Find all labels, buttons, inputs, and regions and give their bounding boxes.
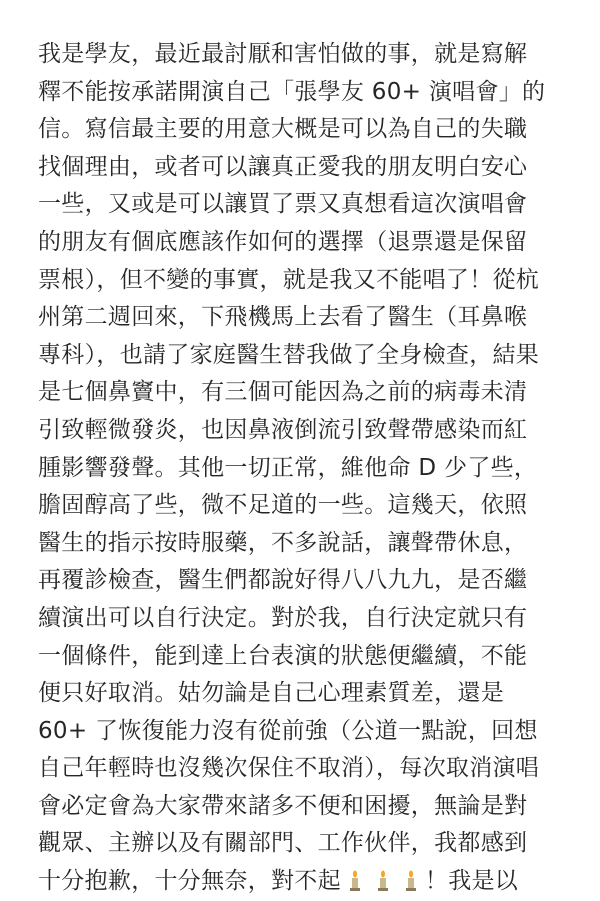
letter-line-23 [38, 863, 578, 901]
letter-line-5: 一些，又或是可以讓買了票又真想看這次演唱會 [38, 191, 528, 218]
letter-line-1: 我是學友，最近最討厭和害怕做的事，就是寫解 [38, 41, 528, 67]
letter-line-23-text-end: ！我是以 [424, 868, 519, 895]
candle-icon [404, 870, 418, 892]
letter-line-20: 自己年輕時也沒幾次保住不取消），每次取消演唱 [38, 755, 540, 782]
letter-line-7: 票根），但不變的事實，就是我又不能唱了！從杭 [38, 266, 540, 293]
letter-line-4: 找個理由，或者可以讓真正愛我的朋友明白安心 [38, 153, 528, 180]
letter-line-22: 觀眾、主辦以及有關部門、工作伙伴，我都感到 [38, 830, 528, 857]
letter-line-8: 州第二週回來，下飛機馬上去看了醫生（耳鼻喉 [38, 304, 528, 331]
letter-line-13: 膽固醇高了些，微不足道的一些。這幾天，依照 [38, 492, 528, 519]
candle-icon [376, 870, 390, 892]
letter-line-12: 腫影響發聲。其他一切正常，維他命 D 少了些， [38, 454, 538, 481]
letter-text [38, 36, 578, 901]
letter-line-15: 再覆診檢查，醫生們都說好得八八九九，是否繼 [38, 567, 528, 594]
candle-icon [348, 870, 362, 892]
letter-line-9: 專科），也請了家庭醫生替我做了全身檢查，結果 [38, 341, 540, 368]
letter-line-10: 是七個鼻竇中，有三個可能因為之前的病毒未清 [38, 379, 528, 406]
letter-line-23-text: 十分抱歉，十分無奈，對不起 [38, 868, 341, 895]
letter-line-19: 60+ 了恢復能力沒有從前強（公道一點說，回想 [38, 717, 538, 744]
letter-line-2: 釋不能按承諾開演自己「張學友 60+ 演唱會」的 [38, 78, 546, 105]
letter-line-17: 一個條件，能到達上台表演的狀態便繼續，不能 [38, 642, 528, 669]
letter-line-14: 醫生的指示按時服藥，不多說話，讓聲帶休息， [38, 529, 528, 556]
letter-line-3: 信。寫信最主要的用意大概是可以為自己的失職 [38, 116, 528, 143]
letter-line-16: 續演出可以自行決定。對於我，自行決定就只有 [38, 604, 528, 631]
letter-line-21: 會必定會為大家帶來諸多不便和困擾，無論是對 [38, 792, 528, 819]
letter-line-11: 引致輕微發炎，也因鼻液倒流引致聲帶感染而紅 [38, 416, 528, 443]
letter-line-18: 便只好取消。姑勿論是自己心理素質差，還是 [38, 680, 504, 707]
letter-line-6: 的朋友有個底應該作如何的選擇（退票還是保留 [38, 228, 528, 255]
